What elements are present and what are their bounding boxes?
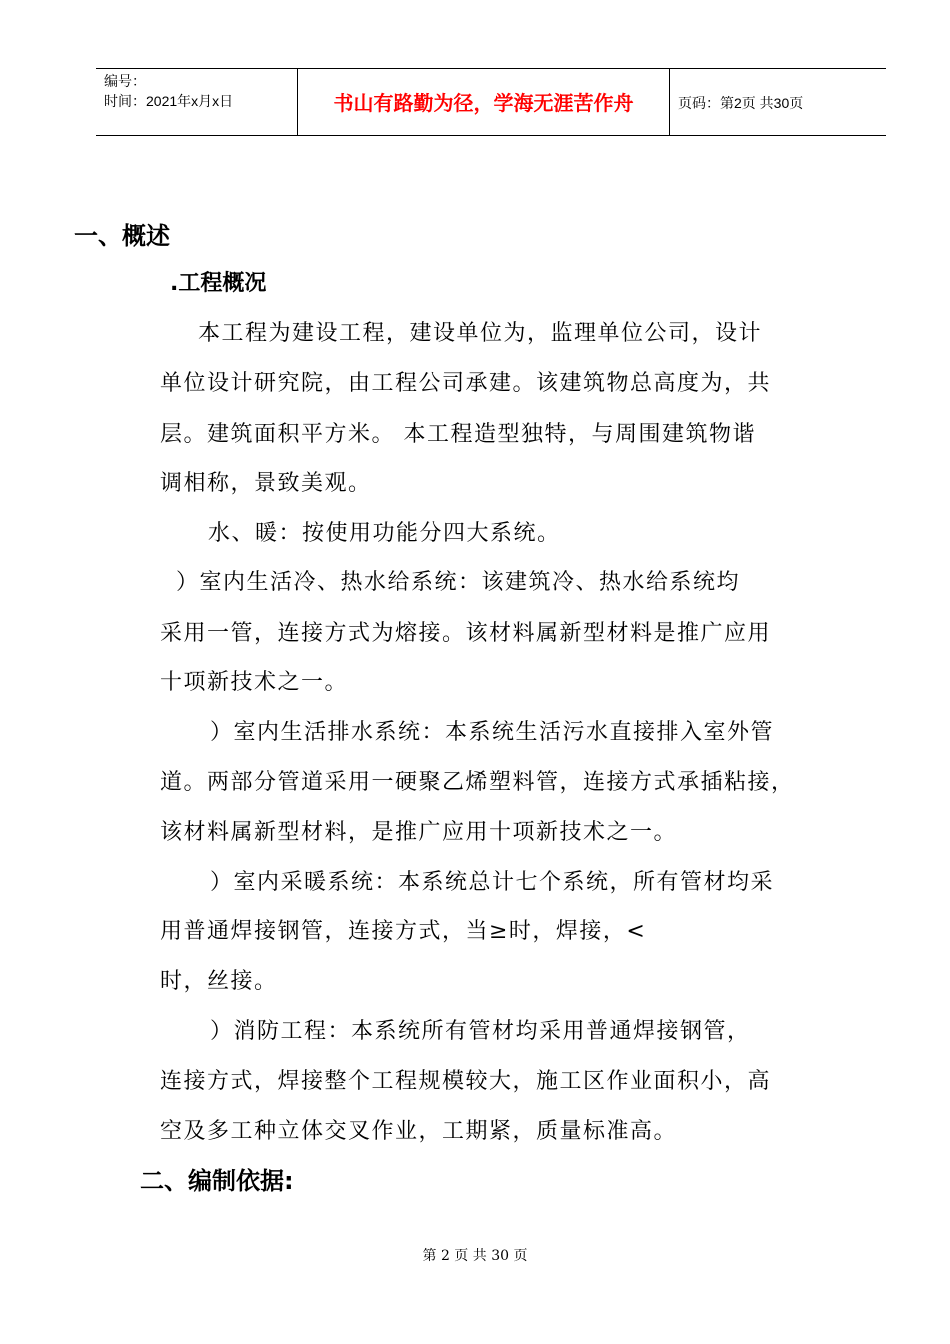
body-line: 水、暖：按使用功能分四大系统。 [208, 521, 561, 546]
body-line: ）室内采暖系统：本系统总计七个系统，所有管材均采 [210, 870, 775, 895]
body-line: 单位设计研究院，由工程公司承建。该建筑物总高度为，共 [160, 371, 772, 396]
body-line: ）室内生活冷、热水给系统：该建筑冷、热水给系统均 [176, 570, 741, 595]
header-number-label: 编号： [104, 73, 146, 89]
header-page-cell [670, 69, 886, 135]
body-line: 十项新技术之一。 [160, 670, 349, 695]
header-meta-cell [96, 69, 298, 135]
body-line: 连接方式，焊接整个工程规模较大，施工区作业面积小，高 [160, 1069, 772, 1094]
body-line: 道。两部分管道采用一硬聚乙烯塑料管，连接方式承插粘接， [160, 770, 795, 795]
body-line: 空及多工种立体交叉作业，工期紧，质量标准高。 [160, 1119, 678, 1144]
body-line: 本工程为建设工程，建设单位为，监理单位公司，设计 [198, 321, 763, 346]
body-line: 时，丝接。 [160, 969, 278, 994]
body-line: 该材料属新型材料，是推广应用十项新技术之一。 [160, 820, 678, 845]
section-title-overview: 一、概述 [74, 222, 170, 250]
header-motto-cell [298, 69, 670, 135]
section-title-basis: 二、编制依据: [140, 1167, 294, 1195]
header-time-label: 时间：2021年x月x日 [104, 93, 234, 109]
body-line: ）消防工程：本系统所有管材均采用普通焊接钢管， [210, 1019, 751, 1044]
page-header [96, 68, 886, 136]
subsection-title-project-overview: .工程概况 [170, 271, 267, 296]
header-motto: 书山有路勤为径，学海无涯苦作舟 [333, 91, 634, 115]
body-line: 用普通焊接钢管，连接方式，当≥时，焊接，< [160, 919, 647, 944]
page-footer: 第 2 页 共 30 页 [422, 1248, 528, 1264]
body-line: 调相称，景致美观。 [160, 471, 372, 496]
header-page-info: 页码：第2页 共30页 [678, 95, 804, 111]
body-line: 层。建筑面积平方米。 本工程造型独特，与周围建筑物谐 [160, 422, 756, 447]
body-line: 采用一管，连接方式为熔接。该材料属新型材料是推广应用 [160, 621, 772, 646]
body-line: ）室内生活排水系统：本系统生活污水直接排入室外管 [210, 720, 775, 745]
